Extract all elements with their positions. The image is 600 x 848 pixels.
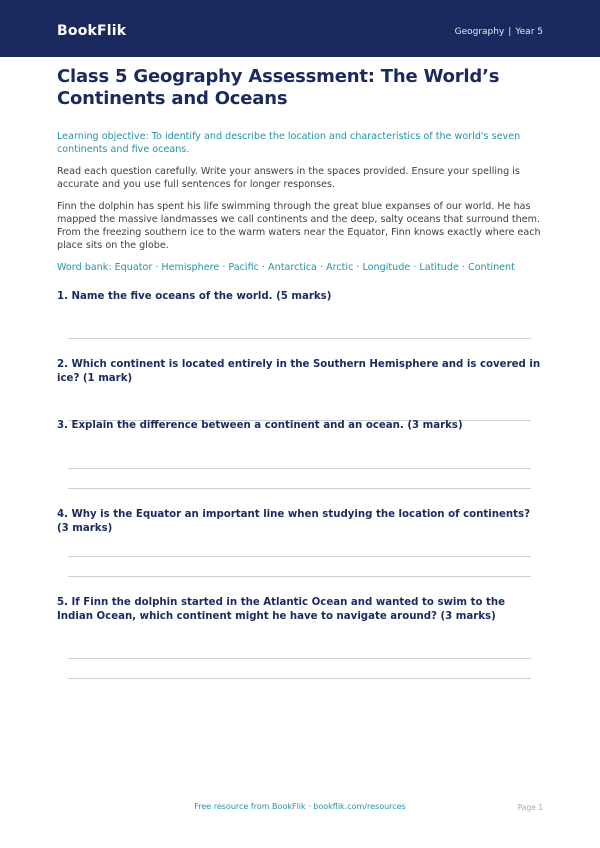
page-number: Page 1	[517, 803, 543, 812]
brand-logo: BookFlik	[57, 23, 127, 39]
page-title: Class 5 Geography Assessment: The World’s Continents and Oceans	[57, 66, 500, 109]
answer-line[interactable]	[68, 658, 531, 659]
intro-section	[57, 66, 542, 274]
answer-line[interactable]	[68, 576, 531, 577]
answer-line[interactable]	[68, 468, 531, 469]
subject-label: Geography	[454, 27, 505, 37]
answer-line[interactable]	[68, 338, 531, 339]
meta-separator: |	[508, 27, 512, 37]
question-1: 1. Name the five oceans of the world. (5 marks)	[57, 291, 332, 302]
answer-line[interactable]	[68, 678, 531, 679]
story-paragraph: Finn the dolphin has spent his life swimming through the great blue expanses of our world. He has mapped the massive landmasses we call continents and the deep, salty oceans that surround them. From the freezing southern ice to the warm waters near the Equator, Finn knows exactly where each place sits on the globe.	[57, 201, 541, 251]
answer-line[interactable]	[68, 488, 531, 489]
page-header	[0, 0, 600, 57]
answer-line[interactable]	[68, 556, 531, 557]
learning-objective: Learning objective: To identify and describe the location and characteristics of the world's seven continents and five oceans.	[57, 131, 521, 155]
question-2: 2. Which continent is located entirely in the Southern Hemisphere and is covered in ice? (1 mark)	[57, 359, 541, 384]
header-meta	[455, 27, 543, 37]
footer-text: Free resource from BookFlik · bookflik.com/resources	[194, 802, 406, 811]
question-3: 3. Explain the difference between a continent and an ocean. (3 marks)	[57, 420, 463, 431]
word-bank: Word bank: Equator · Hemisphere · Pacific · Antarctica · Arctic · Longitude · Latitude · Continent	[57, 262, 515, 273]
question-5: 5. If Finn the dolphin started in the Atlantic Ocean and wanted to swim to the Indian Ocean, which continent might he have to navigate around? (3 marks)	[57, 597, 506, 622]
instructions: Read each question carefully. Write your answers in the spaces provided. Ensure your spelling is accurate and you use full sentences for longer responses.	[57, 166, 520, 190]
question-4: 4. Why is the Equator an important line when studying the location of continents? (3 marks)	[57, 509, 530, 534]
year-label: Year 5	[515, 27, 543, 37]
